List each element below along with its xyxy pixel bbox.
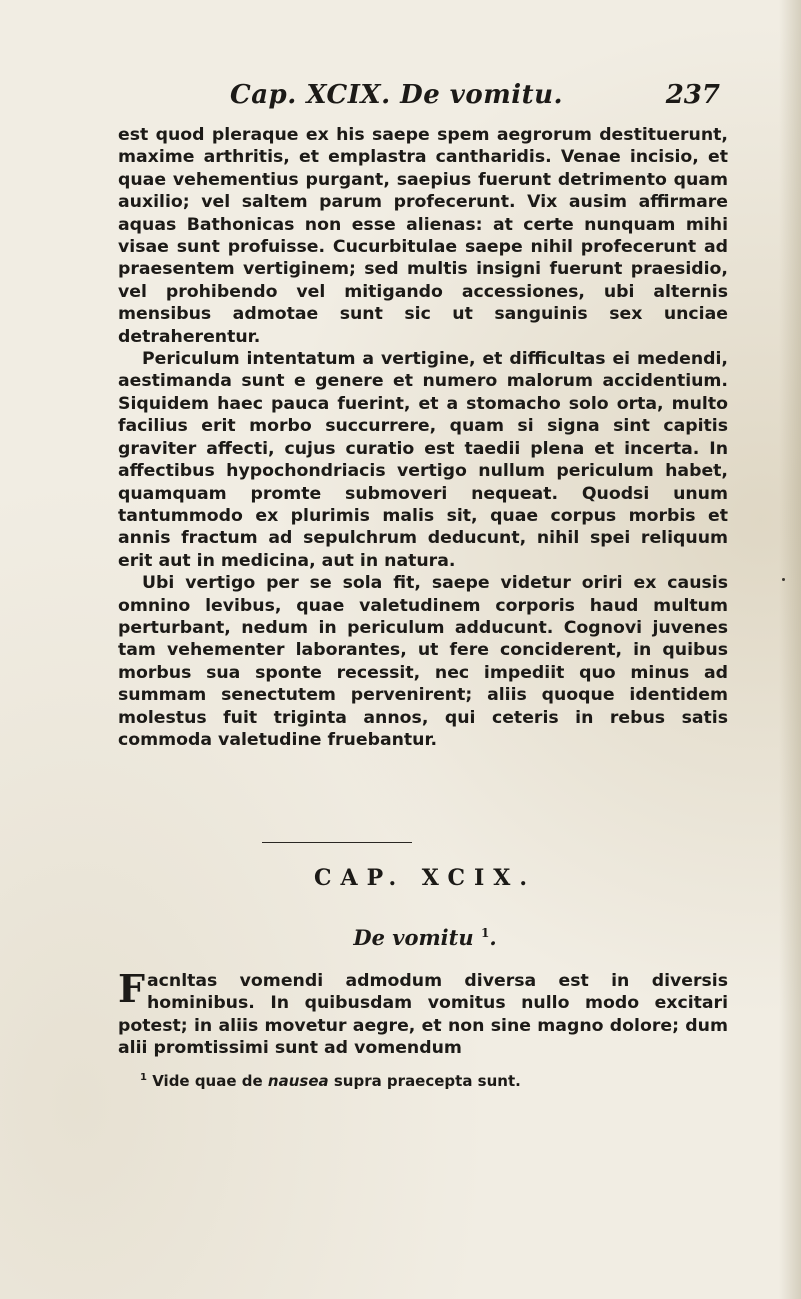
chapter-text [118, 966, 728, 1060]
ink-speck [782, 578, 785, 581]
footnote-suffix: supra praecepta sunt. [333, 1072, 521, 1090]
running-title: Cap. XCIX. De vomitu. [230, 80, 564, 110]
chapter-subtitle-text: De vomitu [353, 925, 474, 950]
page-edge-shadow [779, 0, 801, 1299]
chapter-subtitle: De vomitu $^1$. [353, 925, 497, 950]
footnote-reference: 1 [480, 926, 490, 940]
section-divider [262, 842, 412, 843]
footnote [140, 1068, 730, 1091]
chapter-heading: CAP. XCIX. [313, 865, 536, 891]
footnote-mark: 1 [140, 1072, 147, 1083]
drop-cap: F [118, 966, 145, 1011]
footnote-prefix: Vide quae de [152, 1072, 263, 1090]
paragraph: Periculum intentatum a vertigine, et difficultas ei medendi, aestimanda sunt e genere et numero malorum accidentium. Siquidem haec pauca fuerint, et a stomacho solo orta, multo facilius erit morbo succurrere, quam si signa sint capitis graviter affecti, cujus curatio est taedii plena et incerta. In affectibus hypochondriacis vertigo nullum periculum habet, quamquam promte submoveri nequeat. Quodsi unum tantummodo ex plurimis malis sit, quae corpus morbis et annis fractum ad sepulchrum deducunt, nihil spei reliquum erit aut in medicina, aut in natura. [118, 349, 728, 571]
main-text [118, 124, 728, 751]
footnote-italic: nausea [267, 1072, 329, 1090]
page-number: 237 [665, 80, 720, 110]
chapter-paragraph: acnltas vomendi admodum diversa est in diversis hominibus. In quibusdam vomitus nullo modo excitari potest; in aliis movetur aegre, et non sine magno dolore; dum alii promtissimi sunt ad vomendum [118, 971, 728, 1059]
paragraph: Ubi vertigo per se sola fit, saepe videtur oriri ex causis omnino levibus, quae valetudinem corporis haud multum perturbant, nedum in periculum adducunt. Cognovi juvenes tam vehementer laborantes, ut fere conciderent, in quibus morbus sua sponte recessit, nec impediit quo minus ad summam senectutem pervenirent; aliis quoque identidem molestus fuit triginta annos, qui ceteris in rebus satis commoda valetudine fruebantur. [118, 573, 728, 750]
page-header [230, 80, 720, 120]
paragraph: est quod pleraque ex his saepe spem aegrorum destituerunt, maxime arthritis, et emplastra cantharidis. Venae incisio, et quae vehementius purgant, saepius fuerunt detrimento quam auxilio; vel saltem parum profecerunt. Vix ausim affirmare aquas Bathonicas non esse alienas: at certe nunquam mihi visae sunt profuisse. Cucurbitulae saepe nihil profecerunt ad praesentem vertiginem; sed multis insigni fuerunt praesidio, vel prohibendo vel mitigando accessiones, ubi alternis mensibus admotae sunt sic ut sanguinis sex unciae detraherentur. [118, 125, 728, 347]
